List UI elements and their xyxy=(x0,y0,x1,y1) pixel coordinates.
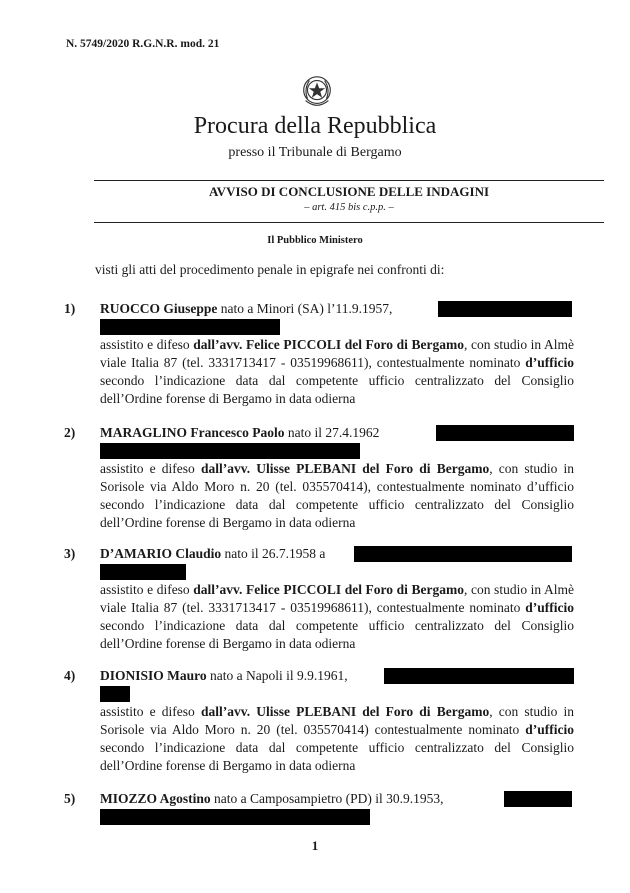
defense-text: assistito e difeso dall’avv. Ulisse PLEBANI del Foro di Bergamo, con studio in Sorisole via Aldo Moro n. 20 (tel. 035570414) contestualmente nominato d’ufficio secondo l’indicazione data dal competente ufficio centralizzato del Consiglio dell’Ordine forense di Bergamo in data odierna xyxy=(100,704,575,773)
defense-text: assistito e difeso dall’avv. Ulisse PLEBANI del Foro di Bergamo, con studio in Sorisole via Aldo Moro n. 20 (tel. 035570414), contestualmente nominato d’ufficio secondo l’indicazione data dal competente ufficio centralizzato del Consiglio dell’Ordine forense di Bergamo in data odierna xyxy=(100,461,575,530)
defendant-name: MIOZZO Agostino xyxy=(100,791,211,806)
intro-text: visti gli atti del procedimento penale in epigrafe nei confronti di: xyxy=(95,262,445,277)
defendant-birth: nato il 27.4.1962 xyxy=(284,425,380,440)
entry-number: 1) xyxy=(64,301,76,316)
notice-article: – art. 415 bis c.p.p. – xyxy=(304,202,394,213)
defendant-birth: nato il 26.7.1958 a xyxy=(221,546,326,561)
divider xyxy=(94,222,604,223)
redaction-bar xyxy=(504,791,572,807)
divider xyxy=(94,180,604,181)
defendant-name: D’AMARIO Claudio xyxy=(100,546,222,561)
defendant-heading xyxy=(100,300,392,318)
defense-text: assistito e difeso dall’avv. Felice PICCOLI del Foro di Bergamo, con studio in Almè viale Italia 87 (tel. 3331713417 - 03519968611), contestualmente nominato d’ufficio secondo l’indicazione data dal competente ufficio centralizzato del Consiglio dell’Ordine forense di Bergamo in data odierna xyxy=(100,337,575,406)
defense-text: assistito e difeso dall’avv. Felice PICCOLI del Foro di Bergamo, con studio in Almè viale Italia 87 (tel. 3331713417 - 03519968611), contestualmente nominato d’ufficio secondo l’indicazione data dal competente ufficio centralizzato del Consiglio dell’Ordine forense di Bergamo in data odierna xyxy=(100,582,575,651)
defendant-name: MARAGLINO Francesco Paolo xyxy=(100,425,285,440)
redaction-bar xyxy=(436,425,574,441)
defendant-heading xyxy=(100,667,348,685)
redaction-bar xyxy=(100,686,130,702)
entry-number: 5) xyxy=(64,791,76,806)
italian-republic-emblem-icon xyxy=(298,72,336,112)
entry-number: 4) xyxy=(64,668,76,683)
page-number: 1 xyxy=(311,838,319,853)
entry-number: 2) xyxy=(64,425,76,440)
defendant-heading xyxy=(100,790,444,808)
defendant-name: RUOCCO Giuseppe xyxy=(100,301,218,316)
redaction-bar xyxy=(384,668,574,684)
office-subtitle: presso il Tribunale di Bergamo xyxy=(228,145,402,160)
authority-label: Il Pubblico Ministero xyxy=(267,235,363,246)
entry-number: 3) xyxy=(64,546,76,561)
redaction-bar xyxy=(438,301,572,317)
defendant-birth: nato a Camposampietro (PD) il 30.9.1953, xyxy=(210,791,444,806)
defendant-heading xyxy=(100,545,325,563)
notice-title: AVVISO DI CONCLUSIONE DELLE INDAGINI xyxy=(208,184,490,199)
defendant-name: DIONISIO Mauro xyxy=(100,668,207,683)
case-reference: N. 5749/2020 R.G.N.R. mod. 21 xyxy=(66,38,220,50)
office-title: Procura della Repubblica xyxy=(193,113,437,139)
redaction-bar xyxy=(100,443,360,459)
defendant-heading xyxy=(100,424,379,442)
defendant-birth: nato a Napoli il 9.9.1961, xyxy=(206,668,348,683)
redaction-bar xyxy=(100,319,280,335)
redaction-bar xyxy=(100,564,186,580)
redaction-bar xyxy=(100,809,370,825)
redaction-bar xyxy=(354,546,572,562)
defendant-birth: nato a Minori (SA) l’11.9.1957, xyxy=(217,301,393,316)
